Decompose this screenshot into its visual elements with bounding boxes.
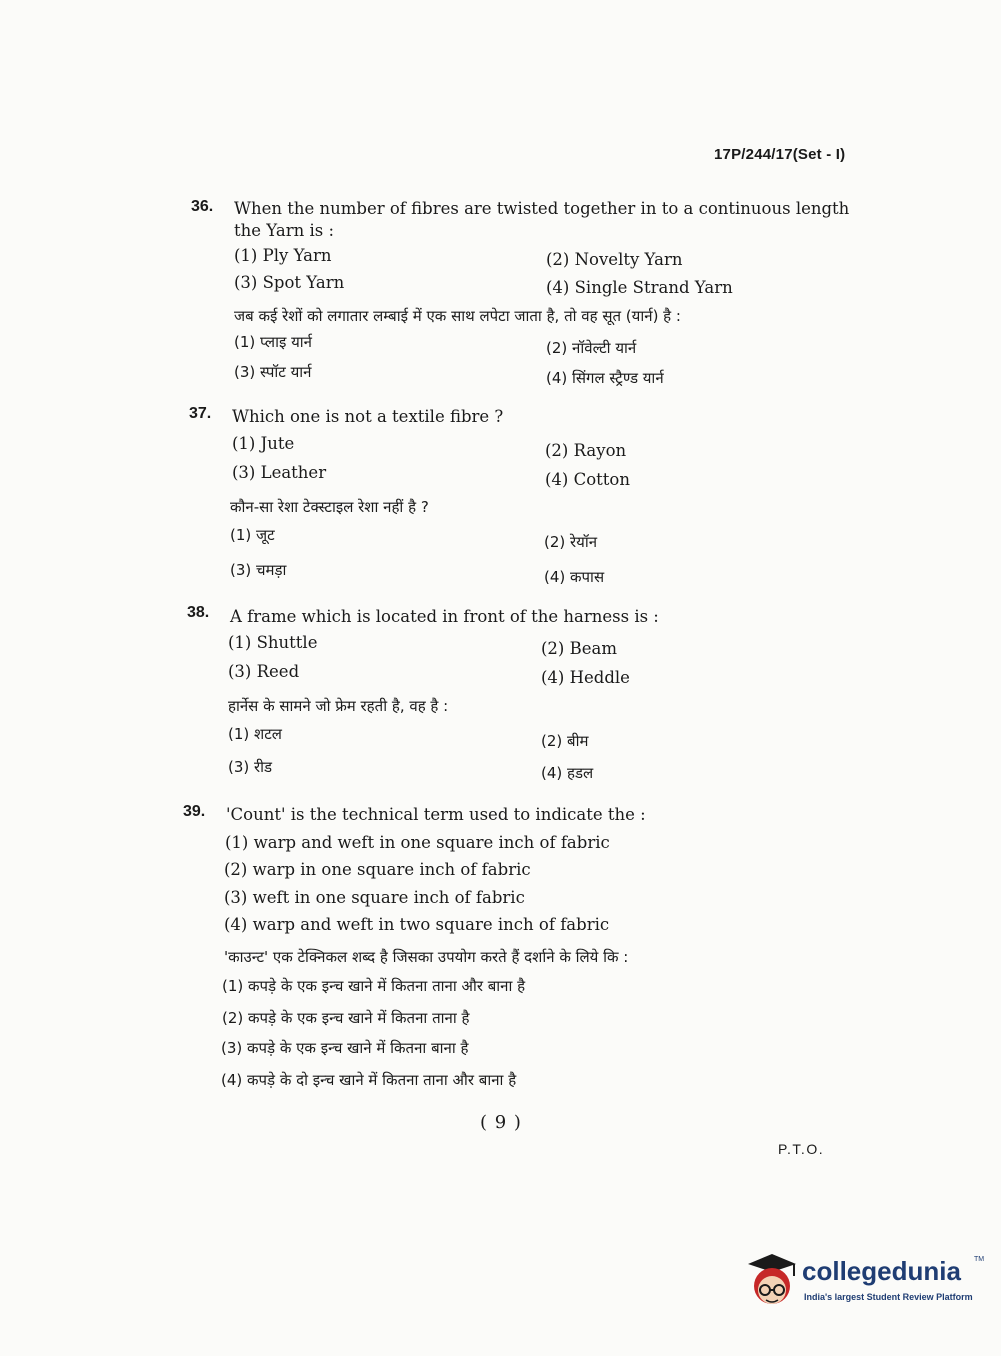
option-hi-1: (1) कपड़े के एक इन्च खाने में कितना ताना और बाना है (222, 977, 526, 995)
option-hi-4: (4) कपड़े के दो इन्च खाने में कितना ताना और बाना है (221, 1071, 517, 1089)
option-en-2: (2) Rayon (545, 441, 627, 460)
option-en-4: (4) Heddle (541, 668, 630, 687)
option-hi-4: (4) सिंगल स्ट्रैण्ड यार्न (546, 369, 664, 387)
option-hi-2: (2) नॉवेल्टी यार्न (546, 339, 637, 357)
pto-label: P.T.O. (778, 1141, 825, 1157)
option-hi-1: (1) शटल (228, 725, 282, 743)
option-en-2: (2) Novelty Yarn (546, 250, 683, 269)
option-hi-4: (4) कपास (544, 568, 605, 586)
option-en-3: (3) Leather (232, 463, 327, 482)
option-hi-4: (4) हडल (541, 764, 594, 782)
option-hi-3: (3) रीड (228, 758, 273, 776)
option-en-1: (1) Ply Yarn (234, 246, 332, 265)
question-text-en: When the number of fibres are twisted together in to a continuous length the Yarn is : (234, 199, 850, 240)
question-number: 38. (187, 604, 210, 621)
question-text-hi: जब कई रेशों को लगातार लम्बाई में एक साथ लपेटा जाता है, तो वह सूत (यार्न) है : (234, 307, 681, 325)
page-number: ( 9 ) (480, 1112, 522, 1133)
option-hi-1: (1) प्लाइ यार्न (234, 333, 313, 351)
option-hi-3: (3) चमड़ा (230, 561, 287, 579)
question-text-en: 'Count' is the technical term used to indicate the : (226, 805, 646, 824)
collegedunia-logo (742, 1250, 985, 1320)
question-text-en: A frame which is located in front of the harness is : (230, 607, 659, 626)
option-hi-3: (3) कपड़े के एक इन्च खाने में कितना बाना है (221, 1039, 469, 1057)
question-text-hi: 'काउन्ट' एक टेक्निकल शब्द है जिसका उपयोग करते हैं दर्शाने के लिये कि : (224, 948, 629, 966)
option-en-4: (4) Single Strand Yarn (546, 278, 733, 297)
option-en-1: (1) Jute (232, 434, 295, 453)
option-en-4: (4) Cotton (545, 470, 630, 489)
question-text-en: Which one is not a textile fibre ? (232, 407, 504, 426)
option-en-3: (3) Spot Yarn (234, 273, 345, 292)
question-text-hi: कौन-सा रेशा टेक्स्टाइल रेशा नहीं है ? (230, 498, 429, 516)
trademark: TM (974, 1256, 985, 1263)
option-en-1: (1) warp and weft in one square inch of fabric (225, 833, 610, 852)
mascot-icon (742, 1250, 800, 1312)
option-hi-3: (3) स्पॉट यार्न (234, 363, 312, 381)
question-number: 39. (183, 803, 206, 820)
question-text-hi: हार्नेस के सामने जो फ्रेम रहती है, वह है : (228, 697, 449, 715)
option-hi-2: (2) कपड़े के एक इन्च खाने में कितना ताना है (222, 1009, 470, 1027)
question-number: 37. (189, 405, 212, 422)
brand-tagline: India's largest Student Review Platform (804, 1292, 973, 1302)
option-en-2: (2) warp in one square inch of fabric (224, 860, 531, 879)
paper-code: 17P/244/17(Set - I) (714, 146, 846, 163)
question-number: 36. (191, 198, 214, 215)
option-en-2: (2) Beam (541, 639, 617, 658)
option-en-4: (4) warp and weft in two square inch of fabric (224, 915, 610, 934)
option-hi-2: (2) रेयॉन (544, 533, 598, 551)
brand-name: collegedunia (802, 1256, 961, 1286)
option-en-1: (1) Shuttle (228, 633, 318, 652)
option-en-3: (3) weft in one square inch of fabric (224, 888, 525, 907)
option-en-3: (3) Reed (228, 662, 300, 681)
option-hi-1: (1) जूट (230, 526, 275, 544)
option-hi-2: (2) बीम (541, 732, 589, 750)
